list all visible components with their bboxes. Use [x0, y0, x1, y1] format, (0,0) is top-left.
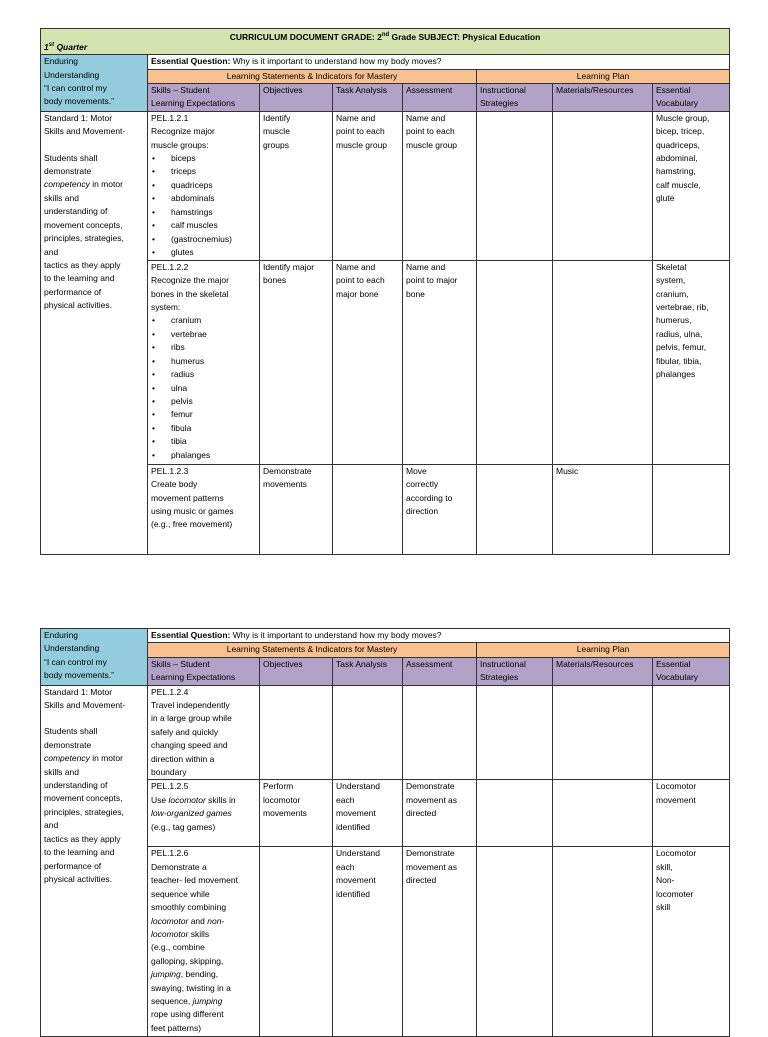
learning-plan-header: Learning Plan: [477, 69, 730, 83]
objectives-cell: Identify muscle groups: [260, 111, 333, 260]
task-cell: Understand each movement identified: [333, 780, 403, 847]
enduring-understanding-cell: Enduring Understanding “I can control my body movements.”: [41, 55, 148, 112]
col-assessment-header: Assessment: [403, 657, 477, 685]
instructional-cell: [477, 111, 553, 260]
col-vocabulary-header: Essential Vocabulary: [653, 84, 730, 112]
materials-cell: [553, 685, 653, 780]
skills-cell: PEL.1.2.5 Use locomotor skills in low-organized games (e.g., tag games): [148, 780, 260, 847]
col-materials-header: Materials/Resources: [553, 84, 653, 112]
instructional-cell: [477, 780, 553, 847]
col-skills-header: Skills – Student Learning Expectations: [148, 657, 260, 685]
col-task-header: Task Analysis: [333, 84, 403, 112]
objectives-cell: [260, 847, 333, 1037]
skills-cell: PEL.1.2.2 Recognize the major bones in the skeletal system: • cranium • vertebrae • ribs • humerus • radius • ulna • pelvis • femur • fibula • tibia • phalanges: [148, 260, 260, 464]
assessment-cell: [403, 685, 477, 780]
task-cell: Name and point to each major bone: [333, 260, 403, 464]
instructional-cell: [477, 260, 553, 464]
task-cell: Understand each movement identified: [333, 847, 403, 1037]
materials-cell: [553, 780, 653, 847]
curriculum-table-1: [40, 28, 730, 555]
col-instructional-header: Instructional Strategies: [477, 84, 553, 112]
col-instructional-header: Instructional Strategies: [477, 657, 553, 685]
table-row: [41, 685, 730, 780]
standard-cell: Standard 1: Motor Skills and Movement- Students shall demonstrate competency in motor skills and understanding of movement concepts, principles, strategies, and tactics as they apply to the learning and performance of physical activities.: [41, 685, 148, 1037]
skills-cell: PEL.1.2.6 Demonstrate a teacher- led movement sequence while smoothly combining locomotor and non- locomotor skills (e.g., combine galloping, skipping, jumping, bending, swaying, twisting in a sequence, jumping rope using different feet patterns): [148, 847, 260, 1037]
document-title-cell: [41, 29, 730, 55]
learning-statements-header: Learning Statements & Indicators for Mastery: [148, 643, 477, 657]
bone-list: • cranium • vertebrae • ribs • humerus • radius • ulna • pelvis • femur • fibula • tibia • phalanges: [151, 314, 256, 461]
assessment-cell: Demonstrate movement as directed: [403, 780, 477, 847]
table-row: [41, 111, 730, 260]
objectives-cell: Demonstrate movements: [260, 464, 333, 554]
objectives-cell: Identify major bones: [260, 260, 333, 464]
vocabulary-cell: Locomotor skill, Non- locomoter skill: [653, 847, 730, 1037]
essential-question: Essential Question: Why is it important to understand how my body moves?: [148, 55, 730, 69]
task-cell: [333, 685, 403, 780]
materials-cell: [553, 111, 653, 260]
vocabulary-cell: [653, 685, 730, 780]
standard-cell: Standard 1: Motor Skills and Movement- Students shall demonstrate competency in motor skills and understanding of movement concepts, principles, strategies, and tactics as they apply to the learning and performance of physical activities.: [41, 111, 148, 554]
materials-cell: Music: [553, 464, 653, 554]
quarter-label: 1st Quarter: [44, 41, 88, 52]
col-objectives-header: Objectives: [260, 84, 333, 112]
objectives-cell: [260, 685, 333, 780]
assessment-cell: Name and point to each muscle group: [403, 111, 477, 260]
vocabulary-cell: Locomotor movement: [653, 780, 730, 847]
assessment-cell: Name and point to major bone: [403, 260, 477, 464]
assessment-cell: Demonstrate movement as directed: [403, 847, 477, 1037]
learning-plan-header: Learning Plan: [477, 643, 730, 657]
col-task-header: Task Analysis: [333, 657, 403, 685]
instructional-cell: [477, 847, 553, 1037]
instructional-cell: [477, 464, 553, 554]
col-objectives-header: Objectives: [260, 657, 333, 685]
learning-statements-header: Learning Statements & Indicators for Mastery: [148, 69, 477, 83]
vocabulary-cell: [653, 464, 730, 554]
muscle-list: • biceps • triceps • quadriceps • abdominals • hamstrings • calf muscles • (gastrocnemius) • glutes: [151, 152, 256, 259]
enduring-understanding-cell: Enduring Understanding “I can control my body movements.”: [41, 629, 148, 686]
skills-cell: PEL.1.2.3 Create body movement patterns using music or games (e.g., free movement): [148, 464, 260, 554]
vocabulary-cell: Muscle group, bicep, tricep, quadriceps, abdominal, hamstring, calf muscle, glute: [653, 111, 730, 260]
assessment-cell: Move correctly according to direction: [403, 464, 477, 554]
essential-question: Essential Question: Why is it important to understand how my body moves?: [148, 629, 730, 643]
skills-cell: PEL.1.2.4 Travel independently in a large group while safely and quickly changing speed and direction within a boundary: [148, 685, 260, 780]
col-assessment-header: Assessment: [403, 84, 477, 112]
col-skills-header: Skills – Student Learning Expectations: [148, 84, 260, 112]
task-cell: [333, 464, 403, 554]
col-vocabulary-header: Essential Vocabulary: [653, 657, 730, 685]
vocabulary-cell: Skeletal system, cranium, vertebrae, rib, humerus, radius, ulna, pelvis, femur, fibular, tibia, phalanges: [653, 260, 730, 464]
col-materials-header: Materials/Resources: [553, 657, 653, 685]
curriculum-table-2: [40, 628, 730, 1037]
document-title: CURRICULUM DOCUMENT GRADE: 2nd Grade SUBJECT: Physical Education: [229, 31, 541, 42]
objectives-cell: Perform locomotor movements: [260, 780, 333, 847]
skills-cell: PEL.1.2.1 Recognize major muscle groups: • biceps • triceps • quadriceps • abdominals • hamstrings • calf muscles • (gastrocnemius) • glutes: [148, 111, 260, 260]
task-cell: Name and point to each muscle group: [333, 111, 403, 260]
materials-cell: [553, 260, 653, 464]
instructional-cell: [477, 685, 553, 780]
materials-cell: [553, 847, 653, 1037]
